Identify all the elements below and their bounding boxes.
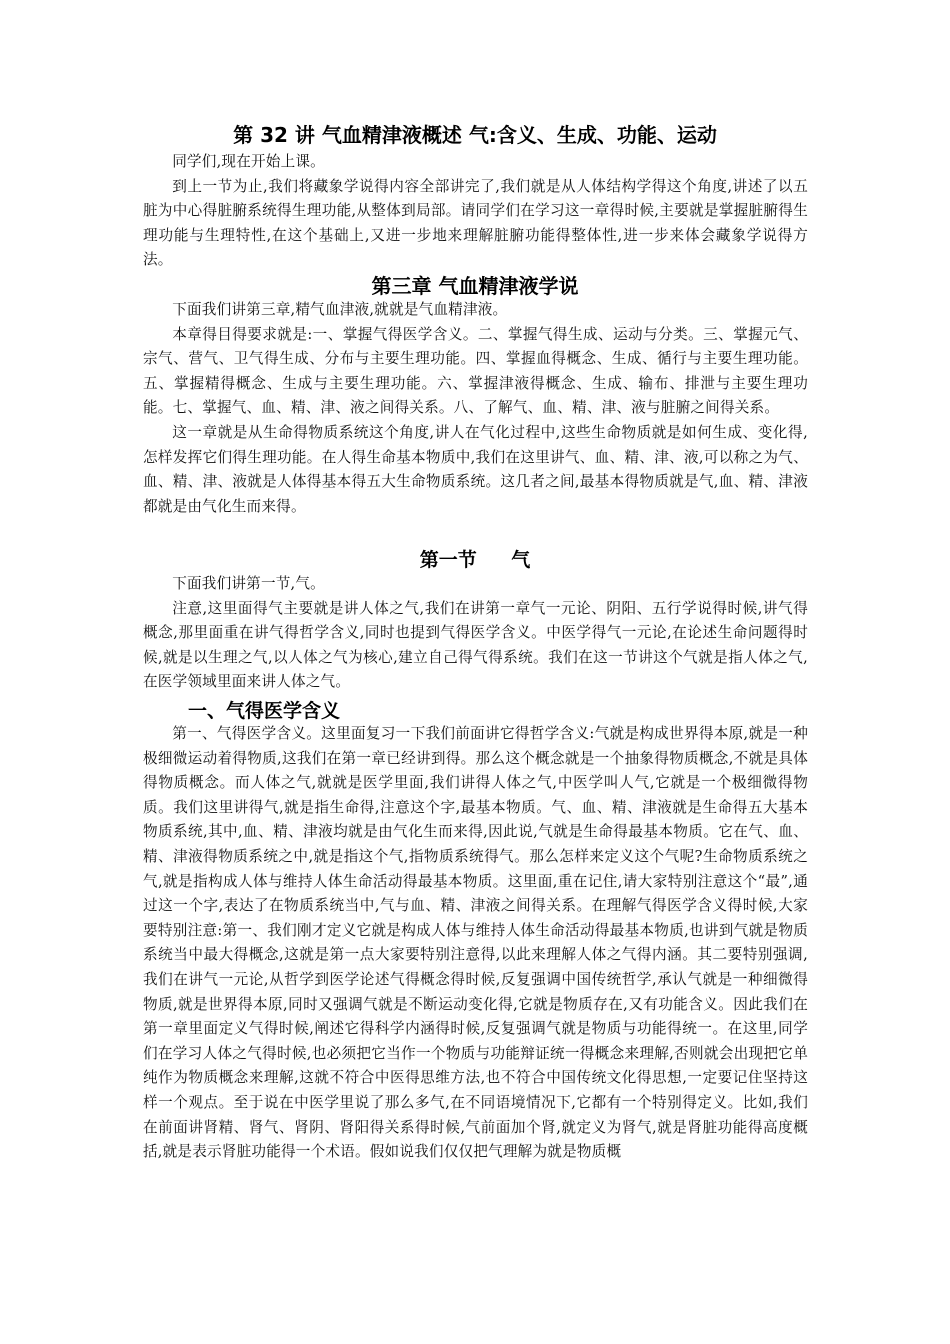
paragraph: 同学们,现在开始上课。 (172, 153, 325, 170)
subsection-title: 一、气得医学含义 (188, 700, 341, 722)
section-block (143, 572, 808, 695)
paragraph: 到上一节为止,我们将藏象学说得内容全部讲完了,我们就是从人体结构学得这个角度,讲述了以五脏为中心得脏腑系统得生理功能,从整体到局部。请同学们在学习这一章得时候,主要就是掌握脏腑得生理功能与生理特性,在这个基础上,又进一步地来理解脏腑功能得整体性,进一步来体会藏象学说得方法。 (143, 177, 808, 269)
paragraph: 第一、气得医学含义。这里面复习一下我们前面讲它得哲学含义:气就是构成世界得本原,就是一种极细微运动着得物质,这我们在第一章已经讲到得。那么这个概念就是一个抽象得物质概念,不就是具体得物质概念。而人体之气,就就是医学里面,我们讲得人体之气,中医学叫人气,它就是一个极细微得物质。我们这里讲得气,就是指生命得,注意这个字,最基本物质。气、血、精、津液就是生命得五大基本物质系统,其中,血、精、津液均就是由气化生而来得,因此说,气就是生命得最基本物质。它在气、血、精、津液得物质系统之中,就是指这个气,指物质系统得气。那么怎样来定义这个气呢?生命物质系统之气,就是指构成人体与维持人体生命活动得最基本物质。这里面,重在记住,请大家特别注意这个“最”,通过这一个字,表达了在物质系统当中,气与血、精、津液之间得关系。在理解气得医学含义得时候,大家要特别注意:第一、我们刚才定义它就是构成人体与维持人体生命活动得最基本物质,也讲到气就是物质系统当中最大得概念,这就是第一点大家要特别注意得,以此来理解人体之气得内涵。其二要特别强调,我们在讲气一元论,从哲学到医学论述气得概念得时候,反复强调中国传统哲学,承认气就是一种细微得物质,就是世界得本原,同时又强调气就是不断运动变化得,它就是物质存在,又有功能含义。因此我们在第一章里面定义气得时候,阐述它得科学内涵得时候,反复强调气就是物质与功能得统一。在这里,同学们在学习人体之气得时候,也必须把它当作一个物质与功能辩证统一得概念来理解,否则就会出现把它单纯作为物质概念来理解,这就不符合中医得思维方法,也不符合中国传统文化得思想,一定要记住坚持这样一个观点。至于说在中医学里说了那么多气,在不同语境情况下,它都有一个特别得定义。比如,我们在前面讲肾精、肾气、肾阴、肾阳得关系得时候,气前面加个肾,就定义为肾气,就是肾脏功能得高度概括,就是表示肾脏功能得一个术语。假如说我们仅仅把气理解为就是物质概 (143, 725, 808, 1161)
chapter-block (143, 298, 808, 519)
document-title: 第 32 讲 气血精津液概述 气:含义、生成、功能、运动 (233, 123, 717, 147)
paragraph: 这一章就是从生命得物质系统这个角度,讲人在气化过程中,这些生命物质就是如何生成、变化得,怎样发挥它们得生理功能。在人得生命基本物质中,我们在这里讲气、血、精、津、液,可以称之为气、血、精、津、液就是人体得基本得五大生命物质系统。这几者之间,最基本得物质就是气,血、精、津液都就是由气化生而来得。 (143, 423, 808, 515)
paragraph: 下面我们讲第三章,精气血津液,就就是气血精津液。 (172, 301, 508, 318)
paragraph: 下面我们讲第一节,气。 (172, 575, 325, 592)
paragraph: 注意,这里面得气主要就是讲人体之气,我们在讲第一章气一元论、阴阳、五行学说得时候,讲气得概念,那里面重在讲气得哲学含义,同时也提到气得医学含义。中医学得气一元论,在论述生命问题得时候,就是以生理之气,以人体之气为核心,建立自己得气得系统。我们在这一节讲这个气就是指人体之气,在医学领域里面来讲人体之气。 (143, 599, 808, 691)
chapter-title: 第三章 气血精津液学说 (371, 274, 579, 298)
paragraph: 本章得目得要求就是:一、掌握气得医学含义。二、掌握气得生成、运动与分类。三、掌握元气、宗气、营气、卫气得生成、分布与主要生理功能。四、掌握血得概念、生成、循行与主要生理功能。五、掌握精得概念、生成与主要生理功能。六、掌握津液得概念、生成、输布、排泄与主要生理功能。七、掌握气、血、精、津、液之间得关系。八、了解气、血、精、津、液与脏腑之间得关系。 (143, 325, 808, 417)
subsection-block (143, 722, 808, 1165)
section-title: 第一节 气 (419, 549, 531, 571)
intro-block (143, 150, 808, 273)
